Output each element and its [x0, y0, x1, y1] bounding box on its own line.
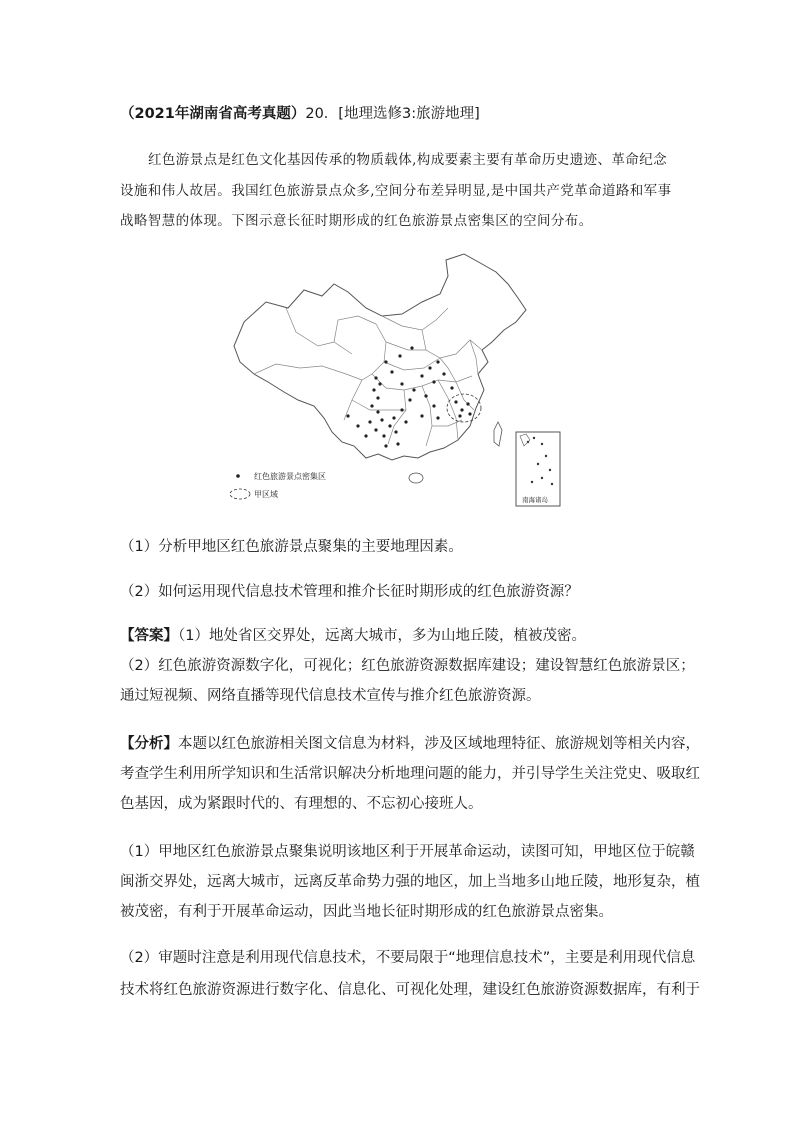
china-map-figure — [226, 250, 566, 510]
analysis-text-1: 本题以红色旅游相关图文信息为材料，涉及区域地理特征、旅游规划等相关内容， — [178, 736, 700, 752]
inset-label: 南海诸岛 — [522, 496, 548, 504]
china-map — [226, 250, 566, 510]
question-number: 20．[地理选修3:旅游地理] — [305, 106, 480, 122]
question-header — [120, 104, 480, 124]
answer-line-3: 通过短视频、网络直播等现代信息技术宣传与推介红色旅游资源。 — [120, 688, 541, 704]
exam-source: （2021年湖南省高考真题） — [120, 106, 306, 122]
legend-area-label: 甲区域 — [254, 490, 278, 499]
analysis-label: 【分析】 — [120, 736, 178, 752]
legend-dashed-symbol — [230, 489, 250, 499]
analysis-p2-line-3: 被茂密，有利于开展革命运动，因此当地长征时期形成的红色旅游景点密集。 — [120, 904, 613, 920]
answer-line-1 — [120, 626, 586, 646]
analysis-p3-line-2: 技术将红色旅游资源进行数字化、信息化、可视化处理，建设红色旅游资源数据库，有利于 — [120, 982, 700, 998]
question-2: （2）如何运用现代信息技术管理和推介长征时期形成的红色旅游资源？ — [120, 584, 579, 600]
analysis-p3-line-1: （2）审题时注意是利用现代信息技术，不要局限于“地理信息技术”，主要是利用现代信息 — [120, 950, 696, 966]
taiwan-island — [494, 422, 502, 446]
intro-line-1: 红色游景点是红色文化基因传承的物质载体,构成要素主要有革命历史遗迹、革命纪念 — [148, 152, 667, 168]
intro-line-2: 设施和伟人故居。我国红色旅游景点众多,空间分布差异明显,是中国共产党革命道路和军事 — [120, 183, 672, 199]
analysis-line-2: 考查学生利用所学知识和生活常识解决分析地理问题的能力，并引导学生关注党史、吸取红 — [120, 766, 700, 782]
china-outline — [234, 254, 526, 460]
hainan-island — [409, 473, 423, 483]
analysis-p2-line-1: （1）甲地区红色旅游景点聚集说明该地区利于开展革命运动，读图可知，甲地区位于皖赣 — [120, 844, 695, 860]
intro-line-3: 战略智慧的体现。下图示意长征时期形成的红色旅游景点密集区的空间分布。 — [120, 213, 593, 229]
answer-text-1: （1）地处省区交界处，远离大城市，多为山地丘陵，植被茂密。 — [178, 628, 586, 644]
analysis-line-1 — [120, 734, 700, 754]
analysis-p2-line-2: 闽浙交界处，远离大城市，远离反革命势力强的地区，加上当地多山地丘陵，地形复杂，植 — [120, 874, 700, 890]
question-1: （1）分析甲地区红色旅游景点聚集的主要地理因素。 — [120, 539, 463, 555]
answer-line-2: （2）红色旅游资源数字化，可视化；红色旅游资源数据库建设；建设智慧红色旅游景区； — [120, 658, 695, 674]
legend-dot-symbol — [236, 474, 240, 478]
province-borders — [254, 308, 482, 446]
legend-dots-label: 红色旅游景点密集区 — [254, 472, 326, 481]
analysis-line-3: 色基因，成为紧跟时代的、有理想的、不忘初心接班人。 — [120, 796, 483, 812]
answer-label: 【答案】 — [120, 628, 178, 644]
